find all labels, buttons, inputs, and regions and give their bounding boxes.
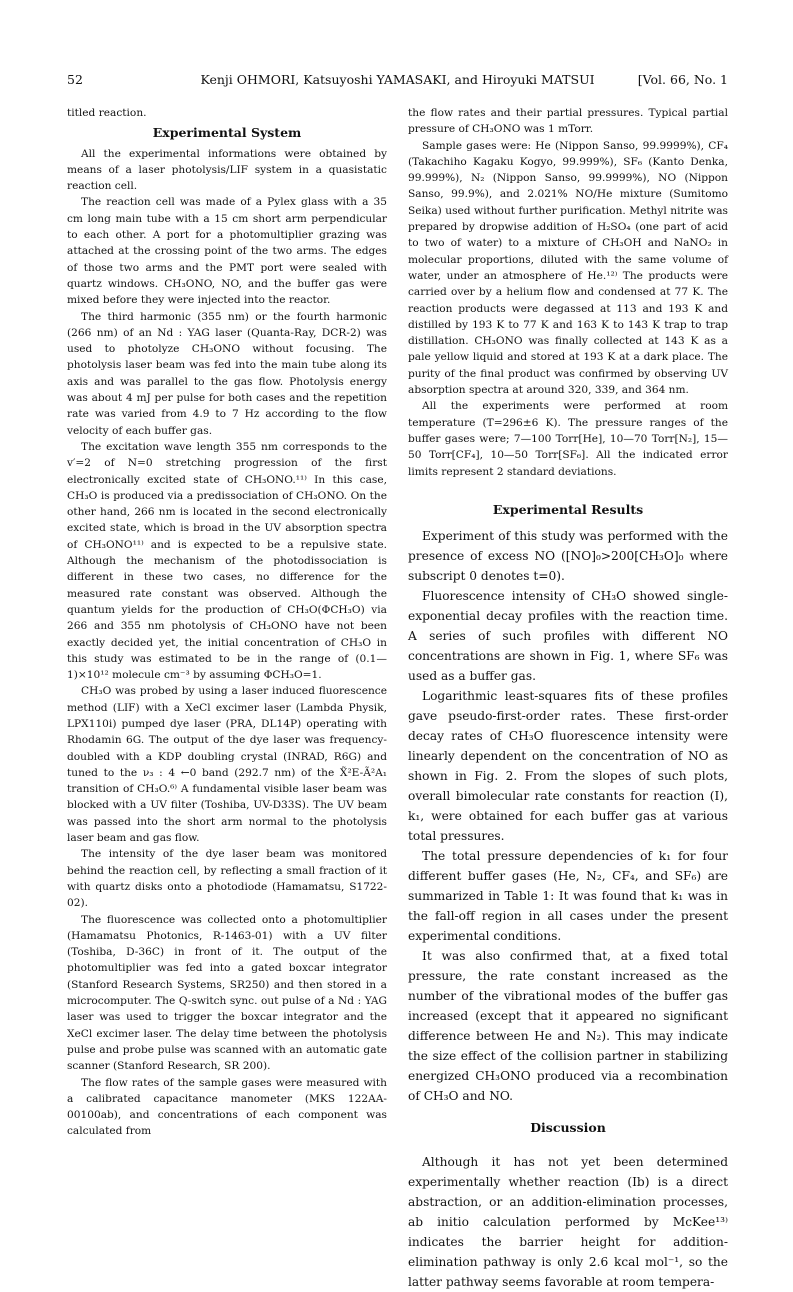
paragraph: The flow rates of the sample gases were measured with a calibrated capacitance manometer (MKS 122AA-00100ab), and concentrations of each component was calculated from [67,1076,387,1138]
volume-label: [Vol. 66, No. 1 [637,72,728,87]
paragraph: All the experiments were performed at room temperature (T=296±6 K). The pressure ranges of the buffer gases were; 7—100 Torr[He], 10—70 Torr[N₂], 15—50 Torr[CF₄], 10—50 Torr[SF₆]. All the indicated error limits represent 2 standard deviations. [408,400,728,478]
author-line: Kenji OHMORI, Katsuyoshi YAMASAKI, and Hiroyuki MATSUI [200,72,595,87]
paragraph: Logarithmic least-squares fits of these profiles gave pseudo-first-order rates. These first-order decay rates of CH₃O fluorescence intensity were linearly dependent on the concentration of NO as shown in Fig. 2. From the slopes of such plots, overall bimolecular rate constants for reaction (I), k₁, were obtained for each buffer gas at various total pressures. [408,689,728,844]
paragraph: The reaction cell was made of a Pylex glass with a 35 cm long main tube with a 15 cm short arm perpendicular to each other. A port for a photomultiplier grazing was attached at the crossing point of the two arms. The edges of those two arms and the PMT port were sealed with quartz windows. CH₃ONO, NO, and the buffer gas were mixed before they were injected into the reactor. [67,196,387,307]
paragraph: Experiment of this study was performed with the presence of excess NO ([NO]₀>200[CH₃O]₀ where subscript 0 denotes t=0). [408,529,728,584]
paragraph: Sample gases were: He (Nippon Sanso, 99.9999%), CF₄ (Takachiho Kagaku Kogyo, 99.999%), SF₆ (Kanto Denka, 99.999%), N₂ (Nippon Sanso, 99.9999%), NO (Nippon Sanso, 99.9%), and 2.021% NO/He mixture (Sumitomo Seika) used without further purification. Methyl nitrite was prepared by dropwise addition of H₂SO₄ (one part of acid to two of water) to a mixture of CH₃OH and NaNO₂ in molecular proportions, diluted with the same volume of water, under an atmosphere of He.¹²⁾ The products were carried over by a helium flow and condensed at 77 K. The reaction products were degassed at 113 and 193 K and distilled by 193 K to 77 K and 163 K to 143 K trap to trap distillation. CH₃ONO was finally collected at 143 K as a pale yellow liquid and stored at 193 K at a dark place. The purity of the final product was confirmed by observing UV absorption spectra at around 320, 339, and 364 nm. [408,139,728,397]
paragraph: Although it has not yet been determined experimentally whether reaction (Ib) is a direct abstraction, or an addition-elimination processes, ab initio calculation performed by McKee¹³⁾ indicates the barrier height for addition-elimination pathway is only 2.6 kcal mol⁻¹, so the latter pathway seems favorable at room tempera- [408,1155,728,1290]
right-column [408,105,728,1292]
paragraph: CH₃O was probed by using a laser induced fluorescence method (LIF) with a XeCl excimer laser (Lambda Physik, LPX110i) pumped dye laser (PRA, DL14P) operating with Rhodamin 6G. The output of the dye laser was frequency-doubled with a KDP doubling crystal (INRAD, R6G) and tuned to the ν₃ : 4 ←0 band (292.7 nm) of the X̃²E-Ã²A₁ transition of CH₃O.⁶⁾ A fundamental visible laser beam was blocked with a UV filter (Toshiba, UV-D33S). The UV beam was passed into the short arm normal to the photolysis laser beam and gas flow. [67,685,387,845]
paragraph: the flow rates and their partial pressures. Typical partial pressure of CH₃ONO was 1 mTorr. [408,107,728,136]
paragraph: The excitation wave length 355 nm corresponds to the v′=2 of N=0 stretching progression of the first electronically excited state of CH₃ONO.¹¹⁾ In this case, CH₃O is produced via a predissociation of CH₃ONO. On the other hand, 266 nm is located in the second electronically excited state, which is broad in the UV absorption spectra of CH₃ONO¹¹⁾ and is expected to be a repulsive state. Although the mechanism of the photodissociation is different in these two cases, no difference for the measured rate constant was observed. Although the quantum yields for the production of CH₃O(ΦCH₃O) via 266 and 355 nm photolysis of CH₃ONO have not been exactly decided yet, the initial concentration of CH₃O in this study was estimated to be in the range of (0.1—1)×10¹² molecule cm⁻³ by assuming ΦCH₃O=1. [67,440,387,682]
left-column [67,105,387,1140]
section-title-discussion: Discussion [530,1120,606,1136]
section-title-experimental-system: Experimental System [152,125,302,141]
paragraph: It was also confirmed that, at a fixed total pressure, the rate constant increased as the number of the vibrational modes of the buffer gas increased (except that it appeared no significant difference between He and N₂). This may indicate the size effect of the collision partner in stabilizing energized CH₃ONO produced via a recombination of CH₃O and NO. [408,949,728,1104]
continued-text: titled reaction. [67,107,147,119]
page-number: 52 [67,72,83,87]
paragraph: The intensity of the dye laser beam was monitored behind the reaction cell, by reflecting a small fraction of it with quartz disks onto a photodiode (Hamamatsu, S1722-02). [67,848,387,910]
paragraph: The fluorescence was collected onto a photomultiplier (Hamamatsu Photonics, R-1463-01) with a UV filter (Toshiba, D-36C) in front of it. The output of the photomultiplier was fed into a gated boxcar integrator (Stanford Research Systems, SR250) and then stored in a microcomputer. The Q-switch sync. out pulse of a Nd : YAG laser was used to trigger the boxcar integrator and the XeCl excimer laser. The delay time between the photolysis pulse and probe pulse was scanned with an automatic gate scanner (Stanford Research, SR 200). [67,913,387,1073]
paragraph: All the experimental informations were obtained by means of a laser photolysis/LIF system in a quasistatic reaction cell. [67,147,387,193]
paragraph: The total pressure dependencies of k₁ for four different buffer gases (He, N₂, CF₄, and SF₆) are summarized in Table 1: It was found that k₁ was in the fall-off region in all cases under the present experimental conditions. [408,849,728,944]
running-header [67,72,728,88]
paragraph: Fluorescence intensity of CH₃O showed single-exponential decay profiles with the reaction time. A series of such profiles with different NO concentrations are shown in Fig. 1, where SF₆ was used as a buffer gas. [408,589,728,684]
paragraph: The third harmonic (355 nm) or the fourth harmonic (266 nm) of an Nd : YAG laser (Quanta-Ray, DCR-2) was used to photolyze CH₃ONO without focusing. The photolysis laser beam was fed into the main tube along its axis and was parallel to the gas flow. Photolysis energy was about 4 mJ per pulse for both cases and the repetition rate was varied from 4.9 to 7 Hz according to the flow velocity of each buffer gas. [67,310,387,437]
section-title-experimental-results: Experimental Results [492,501,644,517]
